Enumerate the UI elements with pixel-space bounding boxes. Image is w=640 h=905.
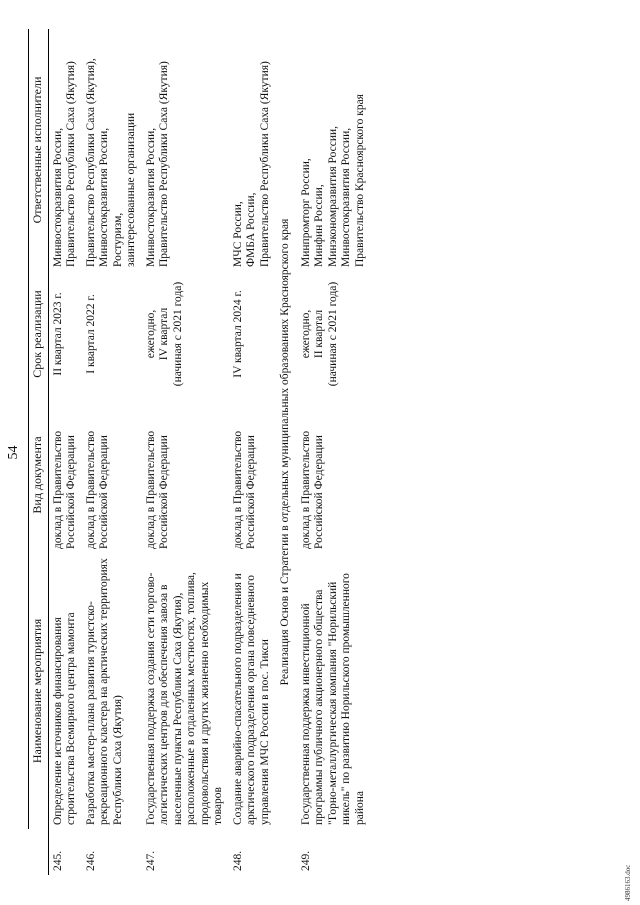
row-name: Государственная поддержка инвестиционной программы публичного акционерного общества "Горно-металлургическая компания "Норильский никель" по развитию Норильского промышленного района xyxy=(299,573,366,825)
document-code: 4986163.doc xyxy=(624,864,632,901)
table-header-row xyxy=(29,29,49,875)
measures-table xyxy=(28,29,370,875)
table-row xyxy=(82,29,142,875)
row-term: ежегодно, IV квартал (начиная с 2021 года) xyxy=(144,281,184,387)
row-doc-type: доклад в Правительство Российской Федерации xyxy=(299,430,325,549)
row-term: II квартал 2023 г. xyxy=(51,292,64,376)
row-name: Государственная поддержка создания сети торгово-логистических центров для обеспечения завоза в населенные пункты Республики Саха (Якутия), расположенные в отдаленных местностях, топлива, продовольствия и других жизненно необходимых товаров xyxy=(144,572,224,825)
row-number: 245. xyxy=(51,850,64,871)
row-name: Определение источников финансирования строительства Всемирного центра мамонта xyxy=(51,612,77,825)
row-responsible: Минвостокразвития России, Правительство Республики Саха (Якутия) xyxy=(144,61,170,267)
row-responsible: МЧС России, ФМБА России, Правительство Республики Саха (Якутия) xyxy=(231,61,271,267)
table-row xyxy=(142,29,229,875)
row-doc-type: доклад в Правительство Российской Федерации xyxy=(231,430,257,549)
row-doc-type: доклад в Правительство Российской Федерации xyxy=(51,430,77,549)
header-number xyxy=(29,829,49,875)
section-title: Реализация Основ и Стратегии в отдельных муниципальных образованиях Красноярского края xyxy=(279,218,291,686)
table-row xyxy=(48,29,82,875)
header-responsible: Ответственные исполнители xyxy=(29,29,49,271)
table-row xyxy=(297,29,371,875)
section-heading-row xyxy=(275,29,297,875)
row-number: 247. xyxy=(144,850,157,871)
row-responsible: Минвостокразвития России, Правительство Республики Саха (Якутия) xyxy=(51,61,77,267)
row-doc-type: доклад в Правительство Российской Федерации xyxy=(144,430,170,549)
row-number: 246. xyxy=(84,850,97,871)
row-doc-type: доклад в Правительство Российской Федерации xyxy=(84,430,110,549)
header-term: Срок реализации xyxy=(29,271,49,397)
row-term: ежегодно, II квартал (начиная с 2021 года) xyxy=(299,281,339,387)
row-term: I квартал 2022 г. xyxy=(84,294,97,374)
row-name: Создание аварийно-спасательного подразделения и арктического подразделения органа повседневного управления МЧС России в пос. Тикси xyxy=(231,573,271,825)
table-row xyxy=(229,29,276,875)
page-number: 54 xyxy=(6,445,21,460)
row-number: 249. xyxy=(299,850,312,871)
row-number: 248. xyxy=(231,850,244,871)
header-name: Наименование мероприятия xyxy=(29,553,49,829)
header-doc-type: Вид документа xyxy=(29,397,49,553)
row-responsible: Правительство Республики Саха (Якутия), Минвостокразвития России, Ростуризм, заинтересованные организации xyxy=(84,58,137,267)
row-name: Разработка мастер-плана развития туристско-рекреационного кластера на арктических территориях Республики Саха (Якутия) xyxy=(84,558,124,825)
row-responsible: Минпромторг России, Минфин России, Минэкономразвития России, Минвостокразвития России, Правительство Красноярского края xyxy=(299,94,366,267)
row-term: IV квартал 2024 г. xyxy=(231,290,244,378)
